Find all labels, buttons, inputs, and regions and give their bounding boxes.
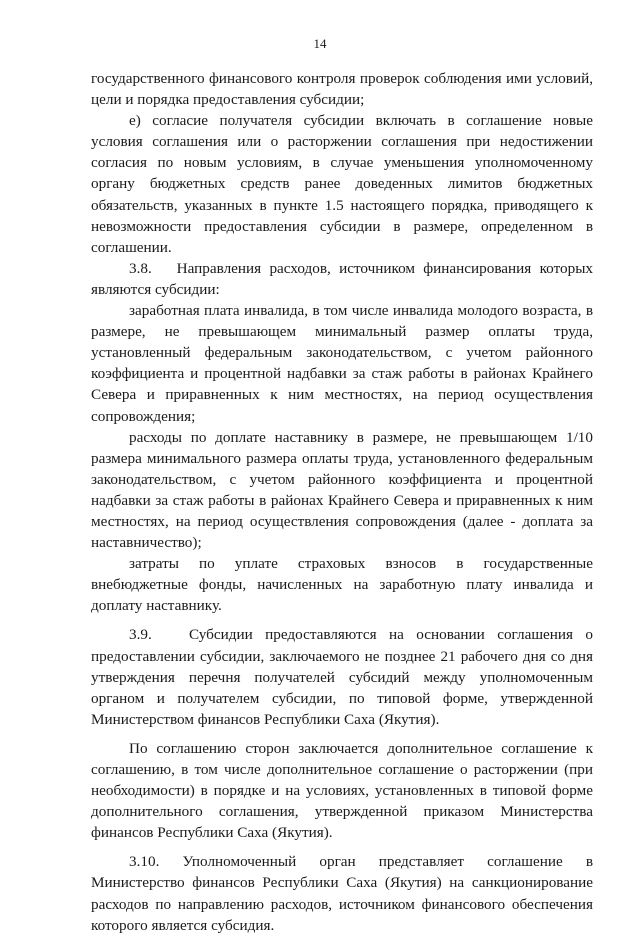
paragraph-section-3-8: 3.8. Направления расходов, источником финансирования которых являются субсидии: [91, 259, 593, 298]
document-body [91, 68, 593, 936]
paragraph-insurance-contributions: затраты по уплате страховых взносов в государственные внебюджетные фонды, начисленных на заработную плату инвалида и доплату наставнику. [91, 555, 593, 615]
paragraph-additional-agreement: По соглашению сторон заключается дополнительное соглашение к соглашению, в том числе дополнительное соглашение о расторжении (при необходимости) в порядке и на условиях, установленных в типовой форме дополнительного соглашения, утвержденной приказом Министерства финансов Республики Саха (Якутия). [91, 739, 593, 842]
page-number: 14 [313, 36, 327, 51]
paragraph-consent-item-e: е) согласие получателя субсидии включать в соглашение новые условия соглашения или о расторжении соглашения при недостижении согласия по новым условиям, в случае уменьшения уполномоченному органу бюджетных средств ранее доведенных лимитов бюджетных обязательств, указанных в пункте 1.5 настоящего порядка, приводящего к невозможности предоставления субсидии в размере, определенном в соглашении. [91, 112, 593, 256]
paragraph-control-continuation: государственного финансового контроля проверок соблюдения ими условий, цели и порядка предоставления субсидии; [91, 70, 593, 109]
paragraph-section-3-9: 3.9. Субсидии предоставляются на основании соглашения о предоставлении субсидии, заключаемого не позднее 21 рабочего дня со дня утверждения перечня получателей субсидий между уполномоченным органом и получателем субсидии, по типовой форме, утвержденной Министерством финансов Республики Саха (Якутия). [91, 626, 593, 728]
paragraph-section-3-10: 3.10. Уполномоченный орган представляет соглашение в Министерство финансов Республики Саха (Якутия) на санкционирование расходов по направлению расходов, источником финансового обеспечения которого является субсидия. [91, 853, 593, 934]
paragraph-disabled-salary: заработная плата инвалида, в том числе инвалида молодого возраста, в размере, не превышающем минимальный размер оплаты труда, установленный федеральным законодательством, с учетом районного коэффициента и процентной надбавки за стаж работы в районах Крайнего Севера и приравненных к ним местностях, на период осуществления сопровождения; [91, 302, 593, 425]
paragraph-mentor-payment: расходы по доплате наставнику в размере, не превышающем 1/10 размера минимального размера оплаты труда, установленного федеральным законодательством, с учетом районного коэффициента и процентной надбавки за стаж работы в районах Крайнего Севера и приравненных к ним местностях, на период осуществления сопровождения (далее - доплата за наставничество); [91, 428, 593, 552]
